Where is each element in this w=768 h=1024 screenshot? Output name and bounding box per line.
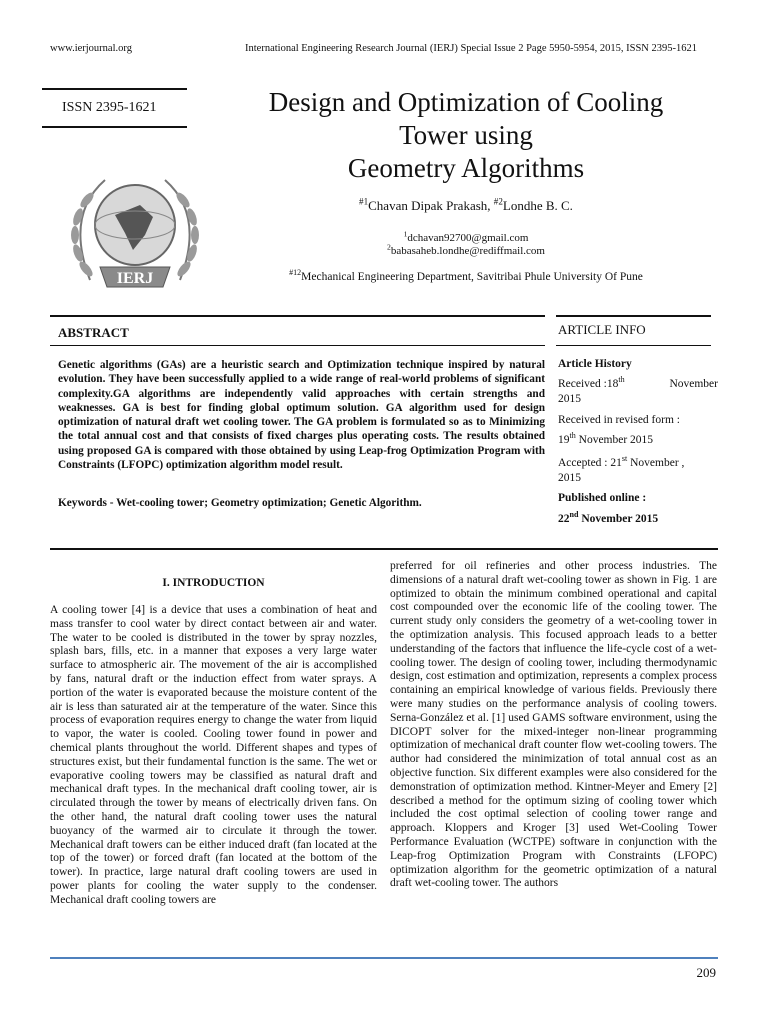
intro-column-2: preferred for oil refineries and other process industries. The dimensions of a natural draft wet-cooling tower as shown in Fig. 1 are optimized to obtain the minimum combined operational and capital cost compounded over the economic life of the cooling tower. The current study only considers the geometry of a wet-cooling tower in the optimization analysis. This focused approach leads to a better understanding of the factors that influence the life-cycle cost of a wet-cooling tower. The design of cooling tower, including thermodynamic design, cost estimation and optimization, represents a complex process containing an empirical knowledge of various fields. Previously there were many studies on the performance analysis of cooling towers. Serna-González et al. [1] used GAMS software environment, using the DICOPT solver for the mixed-integer non-linear programming optimization of mechanical draft counter flow wet-cooling towers. The author had considered the minimization of total annual cost as an objective function. Six different examples were also considered for the demonstration of optimization method. Kintner-Meyer and Emery [2] described a method for the optimum sizing of cooling tower which included the cost optimal selection of cooling tower range and approach. Kloppers and Kroger [3] used Wet-Cooling Tower Performance Evaluation (WCTPE) software in conjunction with the Leap-frog Optimization Program with Constraints (LFOPC) optimization algorithm for the geometric optimization of a natural draft wet-cooling tower. The authors — [390, 560, 717, 890]
title-line-1: Design and Optimization of Cooling — [268, 87, 664, 117]
header-site: www.ierjournal.org — [50, 43, 132, 54]
email2-marker: 2 — [387, 242, 391, 252]
title-line-3: Geometry Algorithms — [347, 153, 585, 183]
email2[interactable]: babasaheb.londhe@rediffmail.com — [390, 245, 545, 257]
revised-label: Received in revised form : — [558, 414, 680, 426]
issn-rule-top — [42, 88, 187, 90]
introduction-heading: I. INTRODUCTION — [162, 577, 265, 589]
author2-marker: #2 — [493, 196, 503, 207]
abstract-rule-top — [50, 315, 545, 317]
author1-marker: #1 — [359, 196, 369, 207]
published-date: 22nd November 2015 — [558, 510, 659, 525]
footer-rule — [50, 957, 718, 959]
article-history-label: Article History — [558, 358, 632, 370]
issn-label: ISSN 2395-1621 — [62, 100, 157, 115]
journal-logo — [45, 155, 225, 315]
published-label: Published online : — [558, 492, 647, 504]
authors — [226, 198, 706, 214]
email1[interactable]: dchavan92700@gmail.com — [407, 232, 529, 244]
abstract-heading: ABSTRACT — [58, 325, 129, 340]
paper-title — [226, 86, 706, 185]
abstract-rule-mid — [50, 345, 545, 346]
article-info-heading: ARTICLE INFO — [558, 322, 646, 337]
title-line-2: Tower using — [399, 120, 533, 150]
section-divider — [50, 548, 718, 550]
affiliation-marker: #12 — [289, 268, 302, 278]
received-date: Received :18th November 2015 — [558, 375, 718, 405]
affiliation-text: Mechanical Engineering Department, Savitribai Phule University Of Pune — [301, 271, 643, 283]
affiliation — [226, 268, 706, 283]
page-number: 209 — [696, 965, 716, 980]
author2-name: Londhe B. C. — [502, 198, 573, 213]
email1-marker: 1 — [403, 229, 408, 239]
author-emails — [226, 229, 706, 258]
article-info-rule-top — [556, 315, 711, 317]
revised-date: 19th November 2015 — [558, 431, 654, 446]
keywords: Keywords - Wet-cooling tower; Geometry optimization; Genetic Algorithm. — [58, 497, 422, 509]
abstract-body: Genetic algorithms (GAs) are a heuristic search and Optimization technique inspired by natural evolution. They have been successfully applied to a wide range of real-world problems of significant complexity.GA algorithms are independently valid approaches with certain strengths and weaknesses. GA is best for finding global optimum solution. GA algorithm used for design optimization of natural draft wet cooling tower. The GA problem is formulated so as to Minimizing the total annual cost and that consists of fixed charges plus operating costs. The results obtained using proposed GA is compared with those obtained by using Leap-frog Optimization Program with Constraints (LFOPC) optimization algorithm model result. — [58, 359, 545, 472]
intro-column-1: A cooling tower [4] is a device that uses a combination of heat and mass transfer to cool water by direct contact between air and water. The water to be cooled is distributed in the tower by spray nozzles, splash bars, fills, etc. in a manner that exposes a very large water surface to atmospheric air. The movement of the air is accomplished by fans, natural draft or the induction effect from water sprays. A portion of the water is evaporated because the moisture content of the air is less than saturated air at the temperature of the water. Since this process of evaporation requires energy to change the water from liquid to vapor, the water is cooled. Cooling tower found in power and chemical plants throughout the world. Different shapes and types of structures exist, but their fundamental function is the same. The wet or evaporative cooling towers may be classified as natural draft and mechanical draft types. In the mechanical draft cooling tower, air is circulated through the tower by means of electrically driven fans. On the other hand, the natural draft cooling tower uses the natural buoyancy of the warmed air to circulate it through the tower. Mechanical draft towers can be either induced draft (fan located at the top of the tower) or forced draft (fan located at the bottom of the tower). In practice, large natural draft cooling towers are used in power plants for cooling the water supply to the condenser. Mechanical draft cooling towers are — [50, 604, 377, 906]
issn-rule-bottom — [42, 126, 187, 128]
author1-name: Chavan Dipak Prakash, — [368, 198, 494, 213]
header-journal: International Engineering Research Journal (IERJ) Special Issue 2 Page 5950-5954, 2015, ISSN 2395-1621 — [245, 43, 697, 54]
logo-text: IERJ — [116, 270, 154, 287]
article-info-rule-mid — [556, 345, 711, 346]
accepted-date: Accepted : 21st November , 2015 — [558, 454, 685, 484]
